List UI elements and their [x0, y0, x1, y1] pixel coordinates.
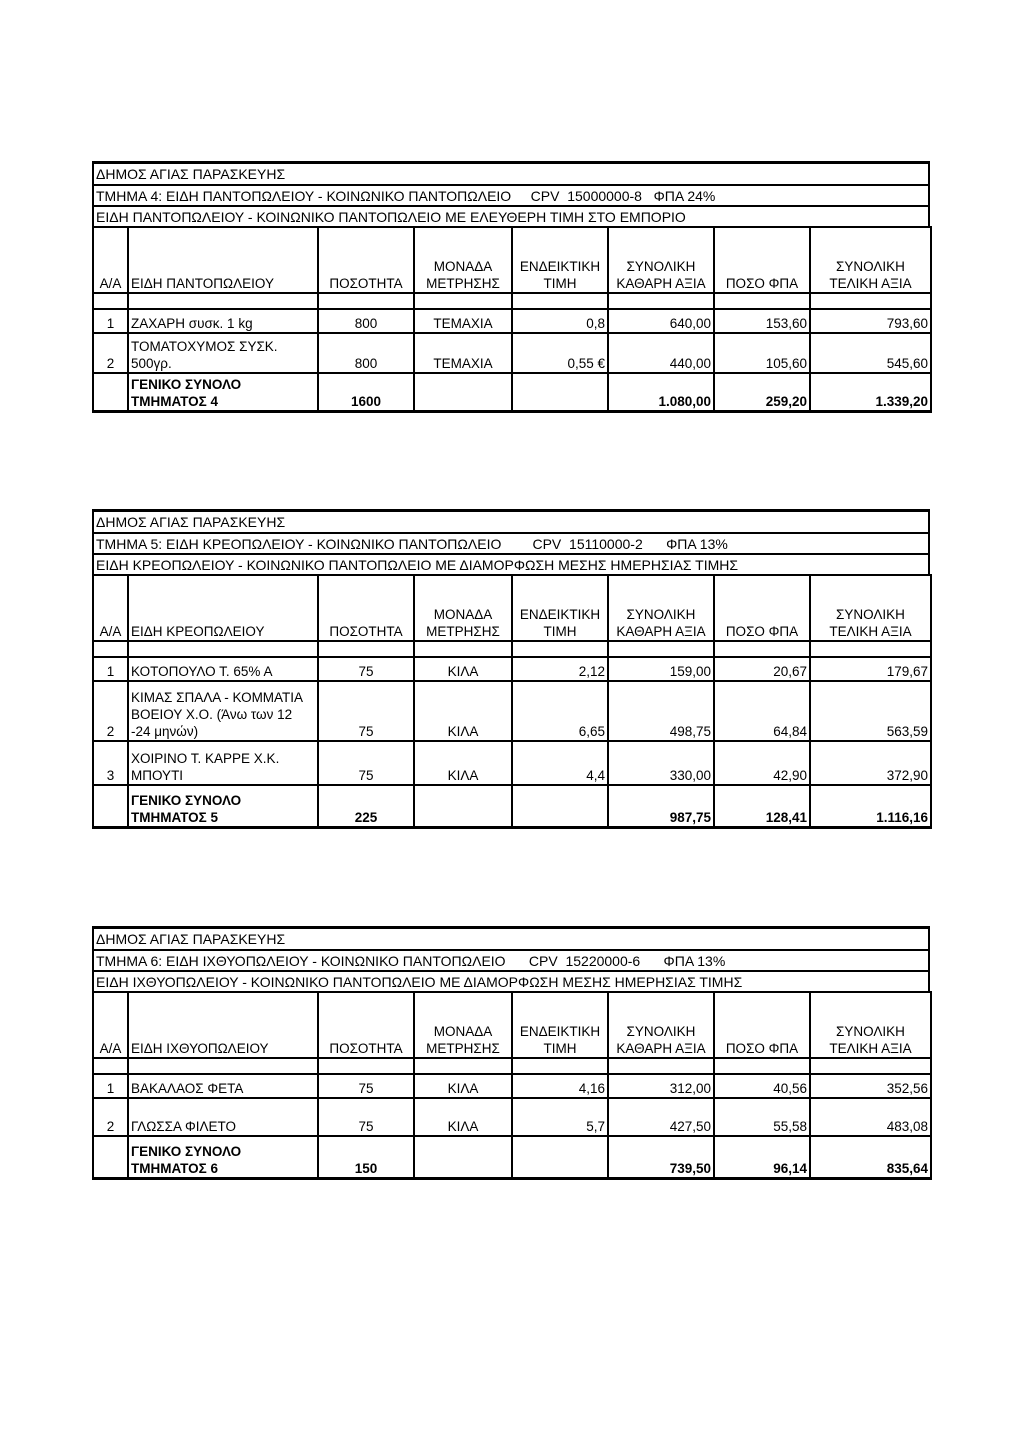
row-price: 4,16 [512, 1074, 608, 1098]
row-qty: 75 [318, 741, 414, 785]
municipality-title: ΔΗΜΟΣ ΑΓΙΑΣ ΠΑΡΑΣΚΕΥΗΣ [92, 509, 930, 532]
col-header-qty: ΠΟΣΟΤΗΤΑ [318, 992, 414, 1058]
spacer-row [93, 1058, 931, 1074]
col-header-price: ΕΝΔΕΙΚΤΙΚΗ ΤΙΜΗ [512, 575, 608, 641]
table-row [93, 1074, 931, 1098]
row-price: 4,4 [512, 741, 608, 785]
col-header-total: ΣΥΝΟΛΙΚΗ ΤΕΛΙΚΗ ΑΞΙΑ [810, 575, 931, 641]
total-label: ΓΕΝΙΚΟ ΣΥΝΟΛΟ ΤΜΗΜΑΤΟΣ 6 [128, 1136, 318, 1178]
row-total: 352,56 [810, 1074, 931, 1098]
row-qty: 75 [318, 1098, 414, 1136]
row-unit: ΚΙΛΑ [414, 1074, 512, 1098]
lot-title: ΤΜΗΜΑ 5: ΕΙΔΗ ΚΡΕΟΠΩΛΕΙΟΥ - ΚΟΙΝΩΝΙΚΟ ΠΑΝΤΟΠΩΛΕΙΟ CPV 15110000-2 ΦΠΑ 13% [92, 532, 930, 553]
total-vat: 96,14 [714, 1136, 810, 1178]
table-row [93, 657, 931, 681]
col-header-item: ΕΙΔΗ ΠΑΝΤΟΠΩΛΕΙΟΥ [128, 227, 318, 293]
lot-subtitle: ΕΙΔΗ ΚΡΕΟΠΩΛΕΙΟΥ - ΚΟΙΝΩΝΙΚΟ ΠΑΝΤΟΠΩΛΕΙΟ ΜΕ ΔΙΑΜΟΡΦΩΣΗ ΜΕΣΗΣ ΗΜΕΡΗΣΙΑΣ ΤΙΜΗΣ [92, 553, 930, 574]
row-unit: ΚΙΛΑ [414, 681, 512, 741]
lot-title: ΤΜΗΜΑ 6: ΕΙΔΗ ΙΧΘΥΟΠΩΛΕΙΟΥ - ΚΟΙΝΩΝΙΚΟ ΠΑΝΤΟΠΩΛΕΙΟ CPV 15220000-6 ΦΠΑ 13% [92, 949, 930, 970]
table-header-row [93, 227, 931, 293]
row-net: 640,00 [608, 309, 714, 333]
items-table [92, 991, 932, 1180]
total-net: 987,75 [608, 785, 714, 827]
row-qty: 800 [318, 333, 414, 373]
total-label: ΓΕΝΙΚΟ ΣΥΝΟΛΟ ΤΜΗΜΑΤΟΣ 5 [128, 785, 318, 827]
row-item: ΒΑΚΑΛΑΟΣ ΦΕΤΑ [128, 1074, 318, 1098]
col-header-qty: ΠΟΣΟΤΗΤΑ [318, 227, 414, 293]
row-no: 1 [93, 309, 128, 333]
total-row [93, 1136, 931, 1178]
table-row [93, 681, 931, 741]
col-header-no: Α/Α [93, 575, 128, 641]
row-no: 1 [93, 1074, 128, 1098]
row-item: ΤΟΜΑΤΟΧΥΜΟΣ ΣΥΣΚ. 500γρ. [128, 333, 318, 373]
total-vat: 128,41 [714, 785, 810, 827]
items-table [92, 574, 932, 829]
total-net: 739,50 [608, 1136, 714, 1178]
col-header-no: Α/Α [93, 227, 128, 293]
section-lot-4 [92, 161, 930, 413]
row-price: 5,7 [512, 1098, 608, 1136]
row-unit: ΚΙΛΑ [414, 657, 512, 681]
total-label: ΓΕΝΙΚΟ ΣΥΝΟΛΟ ΤΜΗΜΑΤΟΣ 4 [128, 373, 318, 411]
table-row [93, 741, 931, 785]
col-header-net: ΣΥΝΟΛΙΚΗ ΚΑΘΑΡΗ ΑΞΙΑ [608, 227, 714, 293]
lot-subtitle: ΕΙΔΗ ΠΑΝΤΟΠΩΛΕΙΟΥ - ΚΟΙΝΩΝΙΚΟ ΠΑΝΤΟΠΩΛΕΙΟ ΜΕ ΕΛΕΥΘΕΡΗ ΤΙΜΗ ΣΤΟ ΕΜΠΟΡΙΟ [92, 205, 930, 226]
row-total: 545,60 [810, 333, 931, 373]
row-vat: 55,58 [714, 1098, 810, 1136]
municipality-title: ΔΗΜΟΣ ΑΓΙΑΣ ΠΑΡΑΣΚΕΥΗΣ [92, 926, 930, 949]
row-qty: 800 [318, 309, 414, 333]
row-no: 3 [93, 741, 128, 785]
total-vat: 259,20 [714, 373, 810, 411]
row-no: 1 [93, 657, 128, 681]
row-total: 563,59 [810, 681, 931, 741]
total-total: 835,64 [810, 1136, 931, 1178]
items-table [92, 226, 932, 413]
col-header-vat: ΠΟΣΟ ΦΠΑ [714, 992, 810, 1058]
col-header-price: ΕΝΔΕΙΚΤΙΚΗ ΤΙΜΗ [512, 992, 608, 1058]
row-total: 372,90 [810, 741, 931, 785]
row-unit: ΚΙΛΑ [414, 741, 512, 785]
row-vat: 153,60 [714, 309, 810, 333]
col-header-unit: ΜΟΝΑΔΑ ΜΕΤΡΗΣΗΣ [414, 992, 512, 1058]
col-header-qty: ΠΟΣΟΤΗΤΑ [318, 575, 414, 641]
total-row [93, 785, 931, 827]
row-vat: 20,67 [714, 657, 810, 681]
table-row [93, 333, 931, 373]
row-item: ΚΟΤΟΠΟΥΛΟ Τ. 65% Α [128, 657, 318, 681]
spacer-row [93, 293, 931, 309]
row-qty: 75 [318, 1074, 414, 1098]
col-header-total: ΣΥΝΟΛΙΚΗ ΤΕΛΙΚΗ ΑΞΙΑ [810, 992, 931, 1058]
col-header-vat: ΠΟΣΟ ΦΠΑ [714, 575, 810, 641]
table-header-row [93, 575, 931, 641]
total-qty: 225 [318, 785, 414, 827]
row-price: 0,8 [512, 309, 608, 333]
row-item: ΚΙΜΑΣ ΣΠΑΛΑ - ΚΟΜΜΑΤΙΑ ΒΟΕΙΟΥ Χ.Ο. (Άνω των 12 -24 μηνών) [128, 681, 318, 741]
row-net: 440,00 [608, 333, 714, 373]
table-header-row [93, 992, 931, 1058]
col-header-unit: ΜΟΝΑΔΑ ΜΕΤΡΗΣΗΣ [414, 227, 512, 293]
table-row [93, 1098, 931, 1136]
col-header-net: ΣΥΝΟΛΙΚΗ ΚΑΘΑΡΗ ΑΞΙΑ [608, 992, 714, 1058]
row-item: ΓΛΩΣΣΑ ΦΙΛΕΤΟ [128, 1098, 318, 1136]
col-header-total: ΣΥΝΟΛΙΚΗ ΤΕΛΙΚΗ ΑΞΙΑ [810, 227, 931, 293]
row-price: 2,12 [512, 657, 608, 681]
col-header-vat: ΠΟΣΟ ΦΠΑ [714, 227, 810, 293]
row-vat: 105,60 [714, 333, 810, 373]
col-header-item: ΕΙΔΗ ΚΡΕΟΠΩΛΕΙΟΥ [128, 575, 318, 641]
col-header-price: ΕΝΔΕΙΚΤΙΚΗ ΤΙΜΗ [512, 227, 608, 293]
row-vat: 64,84 [714, 681, 810, 741]
section-lot-5 [92, 509, 930, 829]
row-net: 427,50 [608, 1098, 714, 1136]
row-vat: 40,56 [714, 1074, 810, 1098]
row-qty: 75 [318, 657, 414, 681]
row-no: 2 [93, 333, 128, 373]
row-item: ΖΑΧΑΡΗ συσκ. 1 kg [128, 309, 318, 333]
total-row [93, 373, 931, 411]
spacer-row [93, 641, 931, 657]
col-header-net: ΣΥΝΟΛΙΚΗ ΚΑΘΑΡΗ ΑΞΙΑ [608, 575, 714, 641]
lot-subtitle: ΕΙΔΗ ΙΧΘΥΟΠΩΛΕΙΟΥ - ΚΟΙΝΩΝΙΚΟ ΠΑΝΤΟΠΩΛΕΙΟ ΜΕ ΔΙΑΜΟΡΦΩΣΗ ΜΕΣΗΣ ΗΜΕΡΗΣΙΑΣ ΤΙΜΗΣ [92, 970, 930, 991]
total-net: 1.080,00 [608, 373, 714, 411]
row-vat: 42,90 [714, 741, 810, 785]
row-total: 793,60 [810, 309, 931, 333]
total-qty: 1600 [318, 373, 414, 411]
col-header-unit: ΜΟΝΑΔΑ ΜΕΤΡΗΣΗΣ [414, 575, 512, 641]
row-net: 312,00 [608, 1074, 714, 1098]
row-no: 2 [93, 1098, 128, 1136]
row-no: 2 [93, 681, 128, 741]
total-total: 1.339,20 [810, 373, 931, 411]
row-unit: ΚΙΛΑ [414, 1098, 512, 1136]
row-qty: 75 [318, 681, 414, 741]
row-net: 330,00 [608, 741, 714, 785]
table-row [93, 309, 931, 333]
row-net: 498,75 [608, 681, 714, 741]
section-lot-6 [92, 926, 930, 1180]
row-total: 179,67 [810, 657, 931, 681]
row-price: 6,65 [512, 681, 608, 741]
row-item: ΧΟΙΡΙΝΟ Τ. ΚΑΡΡΕ Χ.Κ. ΜΠΟΥΤΙ [128, 741, 318, 785]
row-price: 0,55 € [512, 333, 608, 373]
col-header-no: Α/Α [93, 992, 128, 1058]
row-total: 483,08 [810, 1098, 931, 1136]
col-header-item: ΕΙΔΗ ΙΧΘΥΟΠΩΛΕΙΟΥ [128, 992, 318, 1058]
municipality-title: ΔΗΜΟΣ ΑΓΙΑΣ ΠΑΡΑΣΚΕΥΗΣ [92, 161, 930, 184]
total-total: 1.116,16 [810, 785, 931, 827]
row-net: 159,00 [608, 657, 714, 681]
lot-title: ΤΜΗΜΑ 4: ΕΙΔΗ ΠΑΝΤΟΠΩΛΕΙΟΥ - ΚΟΙΝΩΝΙΚΟ ΠΑΝΤΟΠΩΛΕΙΟ CPV 15000000-8 ΦΠΑ 24% [92, 184, 930, 205]
total-qty: 150 [318, 1136, 414, 1178]
row-unit: ΤΕΜΑΧΙΑ [414, 309, 512, 333]
row-unit: ΤΕΜΑΧΙΑ [414, 333, 512, 373]
